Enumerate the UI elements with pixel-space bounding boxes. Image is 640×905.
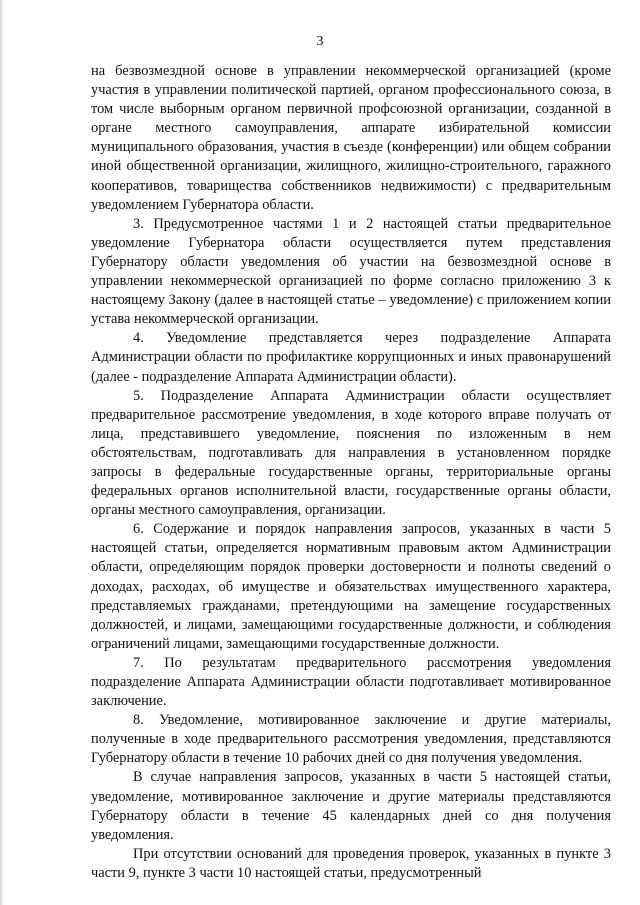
paragraph-6: 6. Содержание и порядок направления запросов, указанных в части 5 настоящей статьи, определяется нормативным правовым актом Администрации области, определяющим порядок проверки достоверности и полноты сведений о доходах, расходах, об имуществе и обязательствах имущественного характера, представляемых гражданами, претендующими на замещение государственных должностей, и лицами, замещающими государственные должности, и соблюдения ограничений лицами, замещающими государственные должности. bbox=[91, 521, 611, 652]
paragraph-8-requests: В случае направления запросов, указанных в части 5 настоящей статьи, уведомление, мотивированное заключение и другие материалы представляются Губернатору области в течение 45 календарных дней со дня получения уведомления. bbox=[91, 769, 611, 843]
paragraph-8-no-grounds: При отсутствии оснований для проведения проверок, указанных в пункте 3 части 9, пункте 3 части 10 настоящей статьи, предусмотренный bbox=[91, 845, 611, 881]
paragraph-5: 5. Подразделение Аппарата Администрации области осуществляет предварительное рассмотрение уведомления, в ходе которого вправе получать от лица, представившего уведомление, пояснения по изложенным в нем обстоятельствам, подготавливать для направления в установленном порядке запросы в федеральные государственные органы, территориальные органы федеральных органов исполнительной власти, государственные органы области, органы местного самоуправления, организации. bbox=[91, 387, 611, 519]
paragraph-7: 7. По результатам предварительного рассмотрения уведомления подразделение Аппарата Администрации области подготавливает мотивированное заключение. bbox=[91, 654, 611, 710]
paragraph-3: 3. Предусмотренное частями 1 и 2 настоящей статьи предварительное уведомление Губернатора области осуществляется путем представления Губернатору области уведомления об участии на безвозмездной основе в управлении некоммерческой организацией по форме согласно приложению 3 к настоящему Закону (далее в настоящей статье – уведомление) с приложением копии устава некоммерческой организации. bbox=[91, 215, 611, 328]
paragraph-4: 4. Уведомление представляется через подразделение Аппарата Администрации области по профилактике коррупционных и иных правонарушений (далее - подразделение Аппарата Администрации области). bbox=[91, 330, 611, 385]
scan-edge-shadow bbox=[0, 0, 3, 905]
paragraph-8: 8. Уведомление, мотивированное заключение и другие материалы, полученные в ходе предварительного рассмотрения уведомления, представляются Губернатору области в течение 10 рабочих дней со дня получения уведомления. bbox=[91, 712, 611, 767]
document-body bbox=[91, 62, 611, 883]
page-number: 3 bbox=[316, 34, 324, 49]
paragraph-continuation: на безвозмездной основе в управлении некоммерческой организацией (кроме участия в управлении политической партией, органом профессионального союза, в том числе выборным органом первичной профсоюзной организации, созданной в органе местного самоуправления, аппарате избирательной комиссии муниципального образования, участия в съезде (конференции) или общем собрании иной общественной организации, жилищного, жилищно-строительного, гаражного кооперативов, товарищества собственников недвижимости) с предварительным уведомлением Губернатора области. bbox=[91, 63, 611, 213]
